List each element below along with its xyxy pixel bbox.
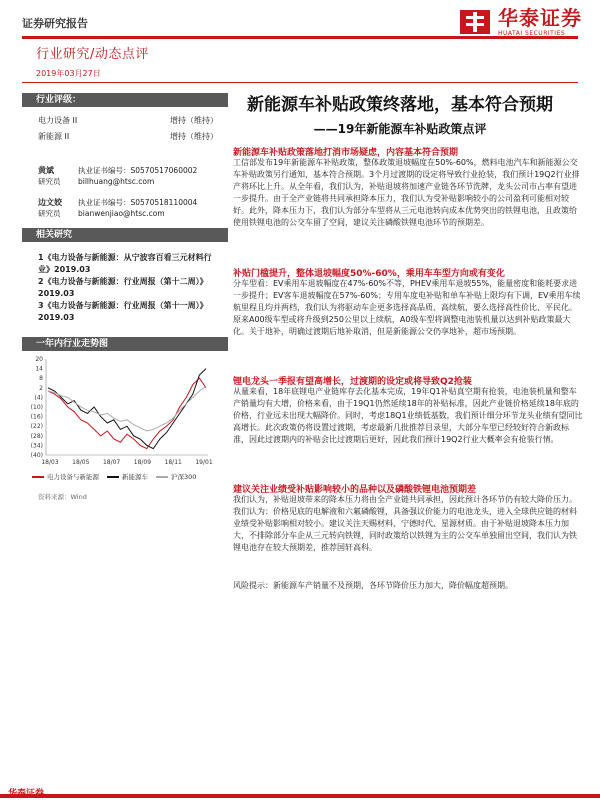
y-tick-label: (22) xyxy=(30,423,43,431)
analyst-cert: 执业证书编号：S0570517060002 xyxy=(78,166,198,175)
analyst-role: 研究员 xyxy=(38,177,61,186)
huatai-logo-icon xyxy=(458,6,492,38)
legend-label: 沪深300 xyxy=(171,473,197,481)
y-tick-label: 8 xyxy=(39,375,43,383)
legend-item xyxy=(32,472,99,481)
company-logo xyxy=(458,6,582,38)
section-heading: 补贴门槛提升，整体退坡幅度50%-60%，乘用车车型方向或有变化 xyxy=(233,269,505,279)
y-tick-label: (40) xyxy=(30,452,43,459)
x-tick-label: 18/07 xyxy=(102,459,121,466)
page-subtitle: ——19年新能源车补贴政策点评 xyxy=(313,122,487,136)
series-line xyxy=(48,386,206,431)
rating-sector: 新能源 II xyxy=(38,132,70,141)
logo-name-cn: 华泰证券 xyxy=(498,5,582,30)
analyst-block xyxy=(38,165,228,219)
y-tick-label: (10) xyxy=(30,404,43,411)
report-type-label: 证券研究报告 xyxy=(22,17,88,30)
x-tick-label: 18/09 xyxy=(133,459,152,466)
rating-value: 增持（维持） xyxy=(170,132,218,141)
section-body: 我们认为，补贴退坡带来的降本压力将由全产业链共同承担，因此预计各环节仍有较大降价压力。我们认为：价格见底的电解液和六氟磷酸锂，具备强议价能力的电池龙头，进入全球供应链的材料业绩受补贴影响相对较小。建议关注天赐材料、宁德时代、星源材质。由于补贴退坡降本压力加大，不排除部分车企从三元转向铁锂，同时政策给以铁锂为主的公交车单独留出空间，我们认为铁锂电池存在较大预期差，推荐国轩高科。 xyxy=(233,495,577,552)
analyst-name: 边文姣 xyxy=(38,198,62,207)
legend-label: 新能源车 xyxy=(122,473,148,481)
logo-name-en: HUATAI SECURITIES xyxy=(498,29,566,37)
chart-section-header: 一年内行业走势图 xyxy=(22,337,228,351)
rating-row xyxy=(38,131,218,142)
y-tick-label: (16) xyxy=(30,413,43,421)
analyst-email[interactable]: billhuang@htsc.com xyxy=(78,177,155,186)
legend-item xyxy=(107,472,148,481)
section-body: 工信部发布19年新能源车补贴政策，整体政策退坡幅度在50%-60%，燃料电池汽车和新能源公交车补贴政策另行通知，基本符合预期。3个月过渡期的设定将导致行业抢装，我们预计19Q2行业排产将环比上升。从全年看，我们认为，补贴退坡将加速产业链各环节洗牌，龙头公司市占率有望进一步提升。由于全产业链将共同承担降本压力，我们认为受补贴影响较小的公司盈利可能相对较好。此外，降本压力下，我们认为部分车型将从三元电池转向成本优势突出的铁锂电池，且政策给使用铁锂电池的公交车留了空间，建议关注磷酸铁锂电池环节的预期差。 xyxy=(233,158,580,227)
analyst-name: 黄斌 xyxy=(38,166,54,175)
rating-section-header: 行业评级： xyxy=(22,93,228,107)
section-body: 分车型看：EV乘用车退坡幅度在47%-60%不等，PHEV乘用车退坡55%，能量密度和能耗要求进一步提升；EV客车退坡幅度在57%-60%；专用车度电补贴和单车补贴上限均有下调，EV乘用车续航里程且均并两档，我们认为将驱动车企更多选择高品质、高续航，要么选择高性价比、平民化。原来A00级车型或将升级到250公里以上续航，A0级车型将调整电池装机量以达到补贴政策最大化。关于地补，明确过渡期后地补取消，但是新能源公交仍享地补，超市场预期。 xyxy=(233,279,581,336)
analyst-email[interactable]: bianwenjiao@htsc.com xyxy=(78,209,165,218)
series-line xyxy=(48,378,206,448)
related-research-header: 相关研究 xyxy=(22,228,228,242)
x-tick-label: 19/01 xyxy=(195,459,213,466)
date-divider xyxy=(22,82,578,83)
related-report-link[interactable]: 1《电力设备与新能源：从宁波容百看三元材料行业》2019.03 xyxy=(38,253,212,274)
section-body: 从量来看，18年底锂电产业链库存去化基本完成，19年Q1补贴真空期有抢装，电池装机量和整车产销量均有大增，价格来看，由于19Q1仍然延续18年的补贴标准，因此产业链价格延续18年底的价格，行业远未出现大幅降价。同时，考虑18Q1业绩低基数，我们预计细分环节龙头业绩有望同比高增长。此次政策仍将设置过渡期，考虑最新几批推荐目录里，大部分车型已经较好符合新政标准，因此过渡期内的补贴会比过渡期后更好，因此我们预计19Q2行业大概率会有抢装行情。 xyxy=(233,387,583,444)
rating-value: 增持（维持） xyxy=(170,116,218,125)
rating-sector: 电力设备 II xyxy=(38,116,78,125)
rating-row xyxy=(38,115,218,126)
y-tick-label: (4) xyxy=(34,394,43,402)
y-tick-label: 20 xyxy=(35,356,43,363)
y-tick-label: (28) xyxy=(30,432,43,440)
x-tick-label: 18/05 xyxy=(72,459,90,466)
analyst-cert: 执业证书编号：S0570518110004 xyxy=(78,198,198,207)
report-category: 行业研究/动态点评 xyxy=(36,47,149,62)
section-heading: 建议关注业绩受补贴影响较小的品种以及磷酸铁锂电池预期差 xyxy=(233,485,477,495)
series-line xyxy=(48,369,206,449)
page-title: 新能源车补贴政策终落地，基本符合预期 xyxy=(247,95,553,115)
y-tick-label: 2 xyxy=(39,384,43,392)
analyst-role: 研究员 xyxy=(38,209,61,218)
related-report-link[interactable]: 3《电力设备与新能源：行业周报（第十一周）》2019.03 xyxy=(38,301,208,322)
industry-trend-chart xyxy=(22,355,222,470)
section-heading: 新能源车补贴政策落地打消市场疑虑，内容基本符合预期 xyxy=(233,148,459,158)
header-divider xyxy=(22,36,578,39)
x-tick-label: 18/03 xyxy=(41,459,59,466)
related-report-link[interactable]: 2《电力设备与新能源：行业周报（第十二周）》2019.03 xyxy=(38,277,208,298)
legend-item xyxy=(156,472,196,481)
y-tick-label: 14 xyxy=(35,365,43,373)
report-date: 2019年03月27日 xyxy=(36,69,101,78)
section-heading: 锂电龙头一季报有望高增长，过渡期的设定或将导致Q2抢装 xyxy=(233,377,472,387)
footer-divider xyxy=(0,794,600,798)
risk-warning: 风险提示：新能源车产销量不及预期，各环节降价压力加大，降价幅度超预期。 xyxy=(233,581,513,590)
chart-source: 资料来源：Wind xyxy=(38,493,87,501)
x-tick-label: 18/11 xyxy=(164,459,182,466)
chart-legend xyxy=(32,472,196,481)
y-tick-label: (34) xyxy=(30,442,43,450)
legend-label: 电力设备与新能源 xyxy=(47,473,99,481)
